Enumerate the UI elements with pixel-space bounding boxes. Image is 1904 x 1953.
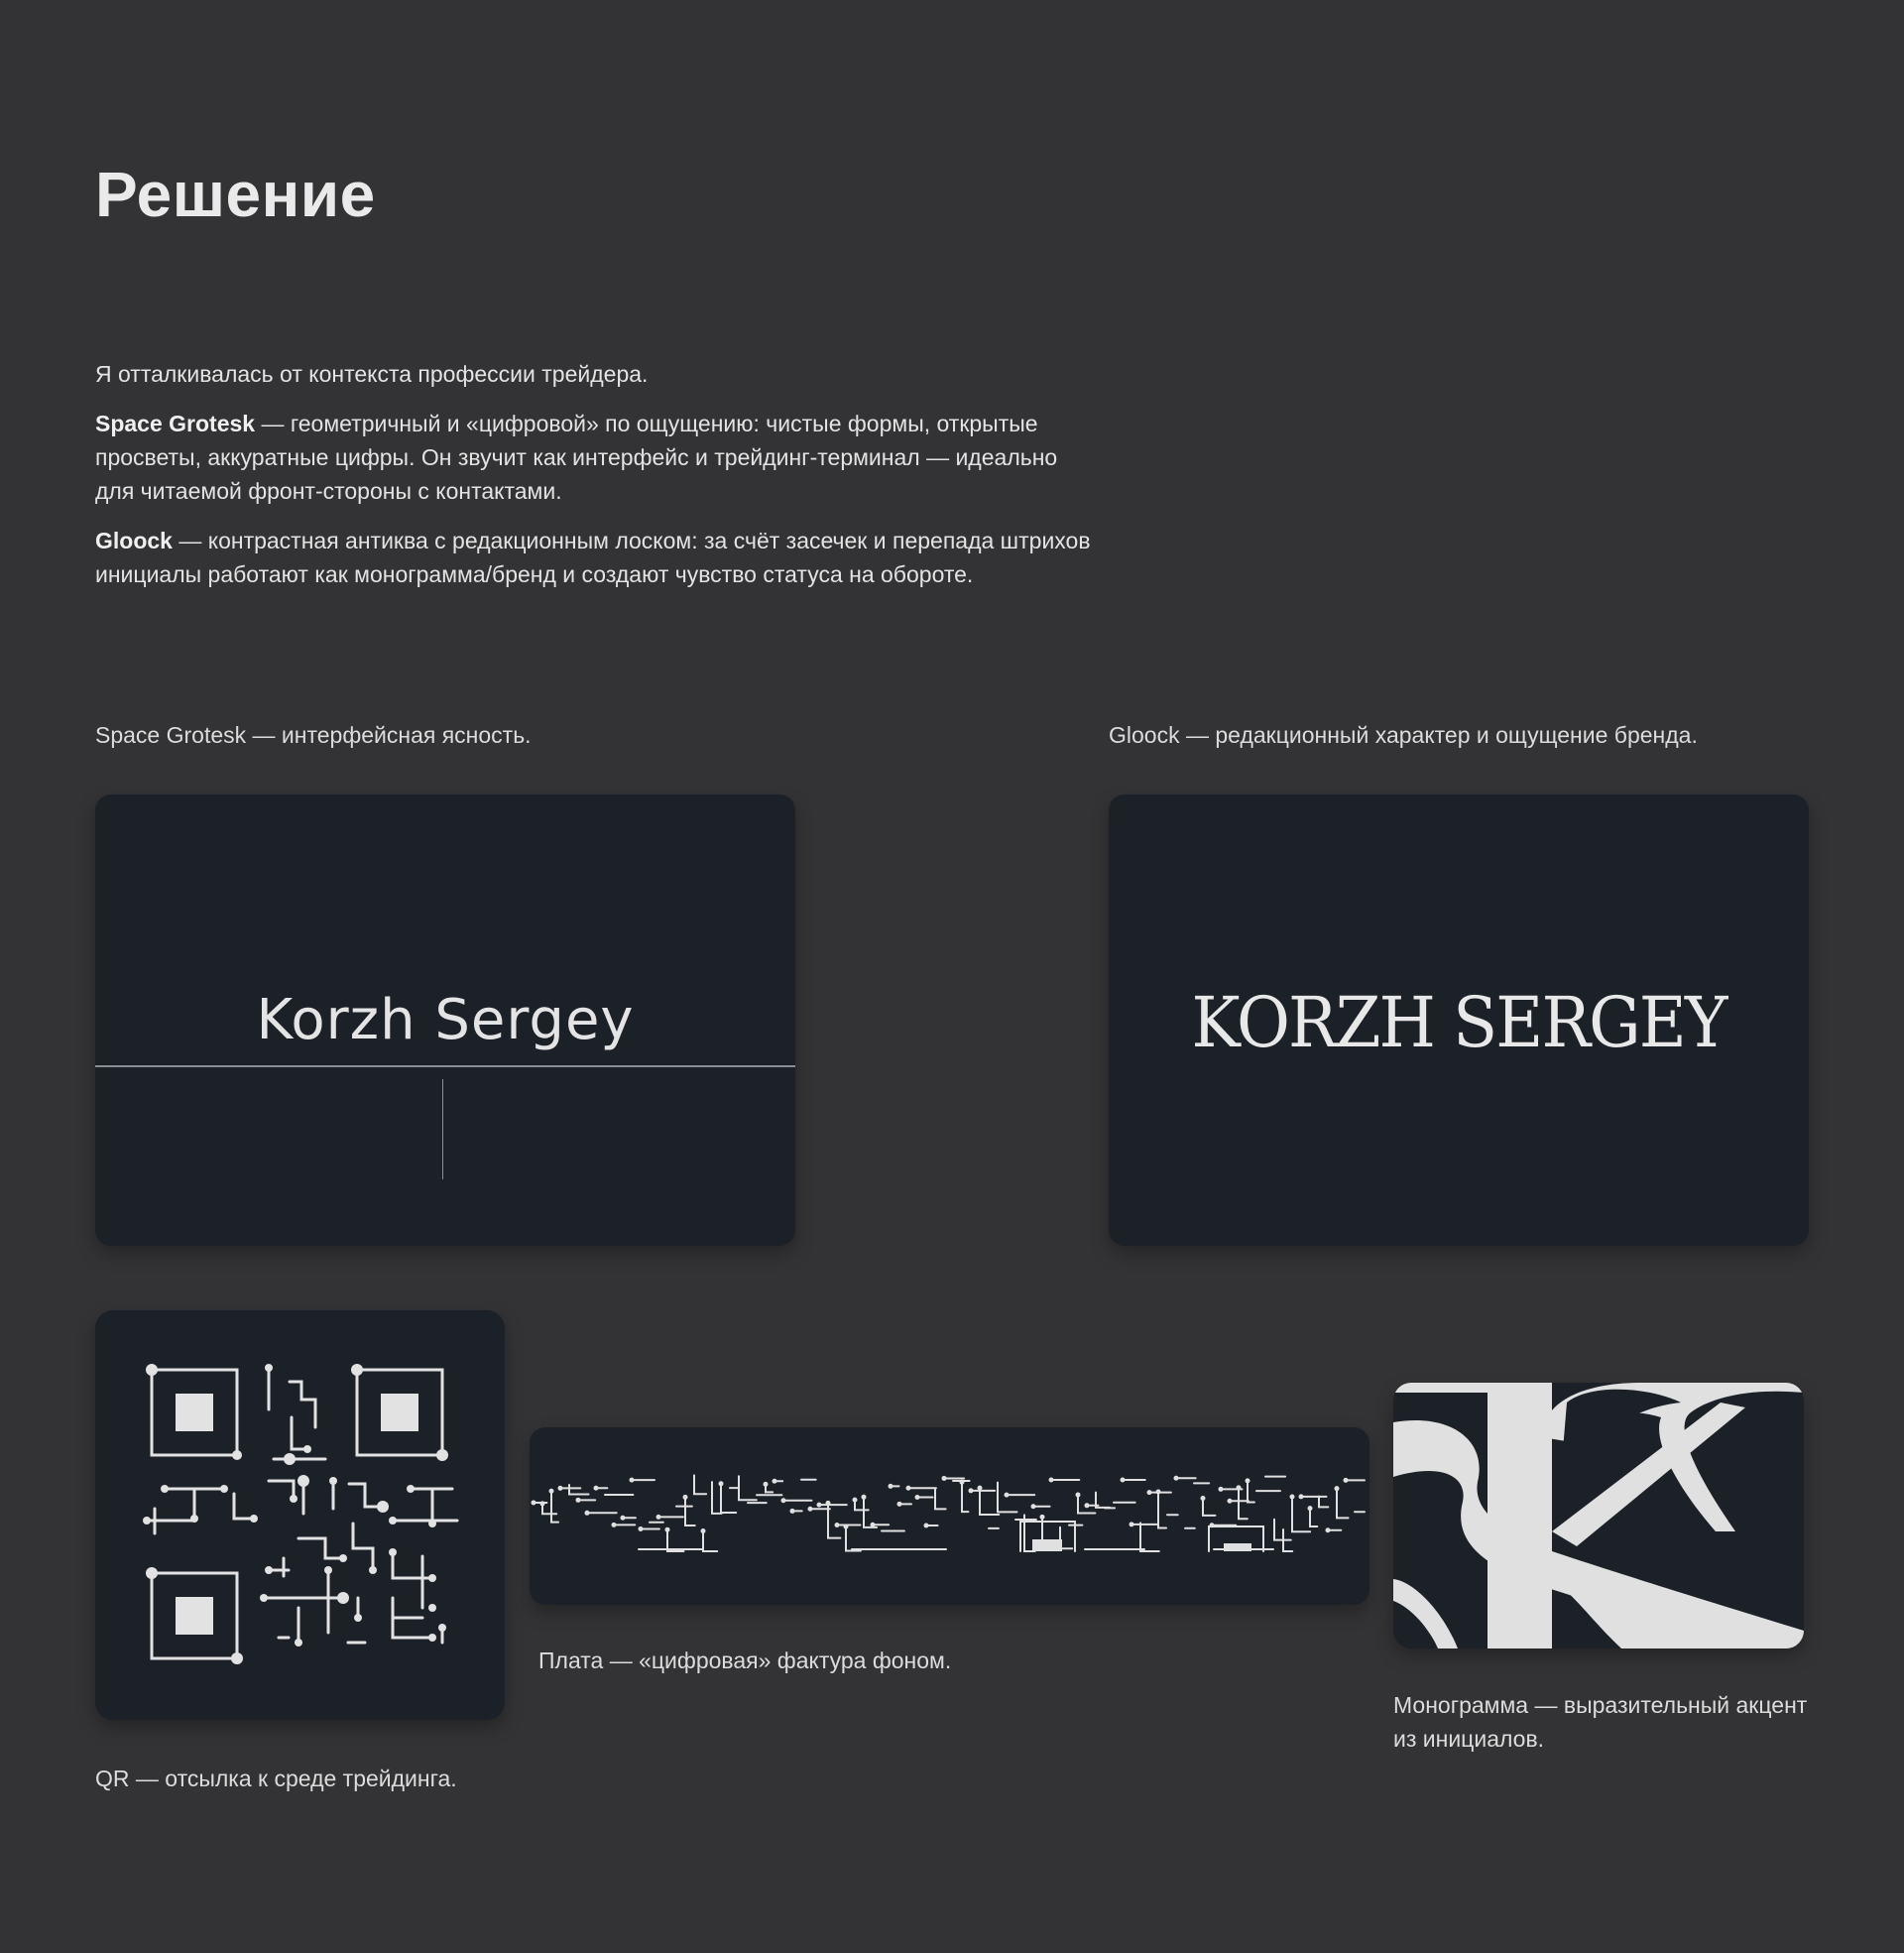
intro-paragraph-2 — [95, 407, 1097, 508]
caption-board: Плата — «цифровая» фактура фоном. — [538, 1648, 952, 1673]
caption-monogram: Монограмма — выразительный акцент из инициалов. — [1393, 1692, 1808, 1752]
caption-grotesk: Space Grotesk — интерфейсная ясность. — [95, 722, 532, 748]
qr-code-icon — [95, 1310, 505, 1720]
intro-paragraph-3 — [95, 524, 1097, 591]
monogram-card — [1393, 1383, 1804, 1648]
monogram-ks-icon — [1393, 1383, 1804, 1648]
caption-qr: QR — отсылка к среде трейдинга. — [95, 1766, 457, 1791]
circuit-board-pattern-icon — [530, 1427, 1369, 1605]
intro-paragraph-2-text: — геометричный и «цифровой» по ощущению: чистые формы, открытые просветы, аккуратные цифры. Он звучит как интерфейс и трейдинг-терминал — идеально для читаемой фронт-стороны с контактами. — [95, 411, 1058, 504]
card-divider-vertical — [442, 1079, 443, 1179]
business-card-gloock — [1109, 794, 1809, 1246]
card-name-grotesk: Korzh Sergey — [256, 988, 635, 1052]
font-name-gloock: Gloock — [95, 528, 173, 553]
card-name-gloock: KORZH SERGEY — [1191, 982, 1726, 1063]
intro-paragraph-1: Я отталкивалась от контекста профессии трейдера. — [95, 361, 649, 387]
page-title: Решение — [95, 159, 376, 230]
circuit-board-card — [530, 1427, 1369, 1605]
caption-gloock: Gloock — редакционный характер и ощущение бренда. — [1109, 722, 1698, 748]
qr-code-card — [95, 1310, 505, 1720]
card-divider-horizontal — [95, 1065, 795, 1067]
intro-text — [95, 357, 1097, 607]
intro-paragraph-3-text: — контрастная антиква с редакционным лоском: за счёт засечек и перепада штрихов инициалы работают как монограмма/бренд и создают чувство статуса на обороте. — [95, 528, 1091, 587]
business-card-grotesk — [95, 794, 795, 1246]
font-name-space-grotesk: Space Grotesk — [95, 411, 256, 436]
